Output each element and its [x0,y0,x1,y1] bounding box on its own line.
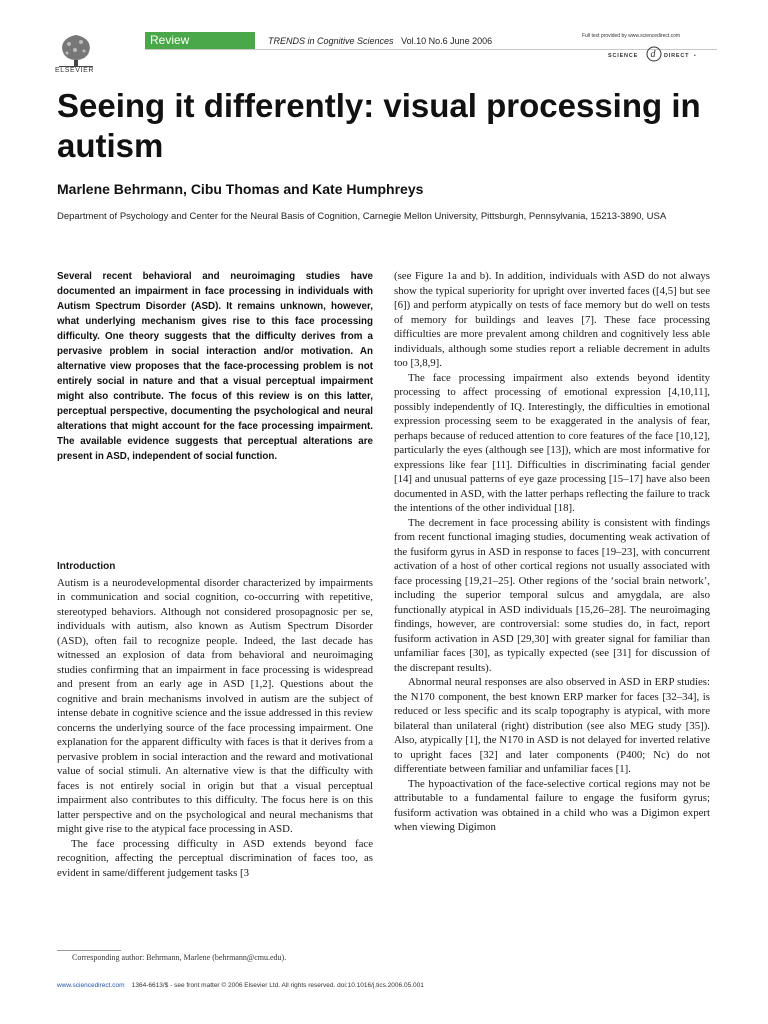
journal-name: TRENDS in Cognitive Sciences [268,36,394,46]
journal-volume: Vol.10 No.6 June 2006 [401,36,493,46]
paragraph: The hypoactivation of the face-selective cortical regions may not be attributable to a fundamental failure to engage the fusiform gyrus; fusiform activation was obtained in a child who was a Digimon expert when viewing Digimon [394,777,710,833]
journal-info [268,36,492,46]
sciencedirect-logo [608,46,712,62]
svg-text:SCIENCE: SCIENCE [608,53,639,59]
body-column-right [394,269,710,835]
footer-link[interactable]: www.sciencedirect.com [57,982,125,989]
svg-text:•: • [694,53,696,59]
author-list: Marlene Behrmann, Cibu Thomas and Kate Humphreys [57,181,424,197]
paragraph: The face processing difficulty in ASD extends beyond face recognition, affecting the perceptual discrimination of faces too, as evident in same/different judgement tasks [3 [57,837,373,879]
page-footer [57,982,424,989]
paragraph: Abnormal neural responses are also observed in ASD in ERP studies: the N170 component, the best known ERP marker for faces [32–34], is reduced or less specific and its scalp topography is atypical, with more bilateral than unilateral (right) distribution (see also MEG study [35]). Also, atypically [1], the N170 in ASD is not delayed for inverted relative to upright faces [32] and later components (P400; Nc) do not differentiate between familiar and unfamiliar faces [1]. [394,676,710,775]
author-affiliation: Department of Psychology and Center for the Neural Basis of Cognition, Carnegie Mellon University, Pittsburgh, Pennsylvania, 15213-3890, USA [57,211,667,222]
svg-text:DIRECT: DIRECT [664,53,690,59]
section-label: Review [150,33,190,47]
footer-info: 1364-6613/$ - see front matter © 2006 Elsevier Ltd. All rights reserved. doi:10.1016/j.tics.2006.05.001 [131,982,424,989]
paragraph: (see Figure 1a and b). In addition, individuals with ASD do not always show the typical superiority for upright over inverted faces ([4,5] but see [6]) and perform atypically on tests of face memory but do well on tests of memory for buildings and leaves [7]. These face processing difficulties are more prevalent among children and cognitively less able individuals, although some studies report a reliable decrement in adults too [3,8,9]. [394,270,710,369]
corresponding-author-note: Corresponding author: Behrmann, Marlene (behrmann@cmu.edu). [72,953,287,962]
fulltext-note: Full text provided by www.sciencedirect.com [582,33,681,39]
paragraph: The decrement in face processing ability is consistent with findings from recent functional imaging studies, documenting weak activation of the fusiform gyrus in ASD in response to faces [19–23], with concurrent activation of a host of other cortical regions not usually associated with face processing [19,21–25]. Other regions of the ‘social brain network’, including the superior temporal sulcus and amygdala, are also functionally atypical in ASD individuals [15,26–28]. The neuroimaging findings, however, are controversial: some studies do, in fact, report fusiform activation in ASD [29,30] with greater signal for familiar than unfamiliar faces [30], as typically expected (see [31] for discussion of the discrepant results). [394,516,710,674]
article-title: Seeing it differently: visual processing in autism [57,87,701,164]
abstract: Several recent behavioral and neuroimaging studies have documented an impairment in face processing in individuals with Autism Spectrum Disorder (ASD). It remains unknown, however, what underlying mechanism gives rise to this face processing difficulty. One theory suggests that the difficulty derives from a pervasive problem in social interaction and/or motivation. An alternative view proposes that the face-processing problem is not entirely social in nature and that a visual perceptual impairment might also contribute. The focus of this review is on this latter, perceptual perspective, documenting the psychological and neural alterations that might account for the face processing impairment. The available evidence suggests that perceptual alterations are present in ASD, independent of social function. [57,271,373,462]
section-heading: Introduction [57,561,116,572]
paragraph: The face processing impairment also extends beyond identity processing to affect processing of emotional expression [4,10,11], possibly independently of IQ. Interestingly, the difficulties in emotional expression processing seem to be exaggerated in the analysis of fear, perhaps because of reduced attention to core features of the face [10,12], particularly the eyes (although see [13]), which are most informative for expressions like fear [11]. Difficulties in discriminating facial gender [14] and unusual patterns of eye gaze processing [15–17] have also been documented in ASD, with the latter perhaps reflecting the failure to track the intentions of the other individual [18]. [394,371,710,514]
paragraph: Autism is a neurodevelopmental disorder characterized by impairments in communication and social cognition, co-occurring with repetitive, stereotyped behaviors. Although not considered prosopagnosic per se, individuals with autism, also known as Autism Spectrum Disorder (ASD), often fail to recognize people. Indeed, the last decade has witnessed an explosion of data from behavioral and neuroimaging studies confirming that an impairment in face processing is widespread and present from an early age in ASD [1,2]. Questions about the cognitive and brain mechanisms involved in autism are the subject of intense debate in cognitive science and the issue addressed in this review concerns the underlying source of the face processing impairment. One explanation for the apparent difficulty with faces is that it derives from a pervasive problem in social interaction and the reward and motivational value of social stimuli. An alternative view is that the difficulty with faces is not entirely social in origin but that a visual perceptual impairment also contributes to this difficulty. The focus here is on this latter perspective and on the psychological and neural mechanisms that might give rise to the atypical face processing in ASD. [57,576,373,835]
svg-text:d: d [650,49,656,60]
footnote-rule [57,950,121,951]
body-column-left [57,560,373,880]
publisher-name: ELSEVIER [55,67,95,74]
